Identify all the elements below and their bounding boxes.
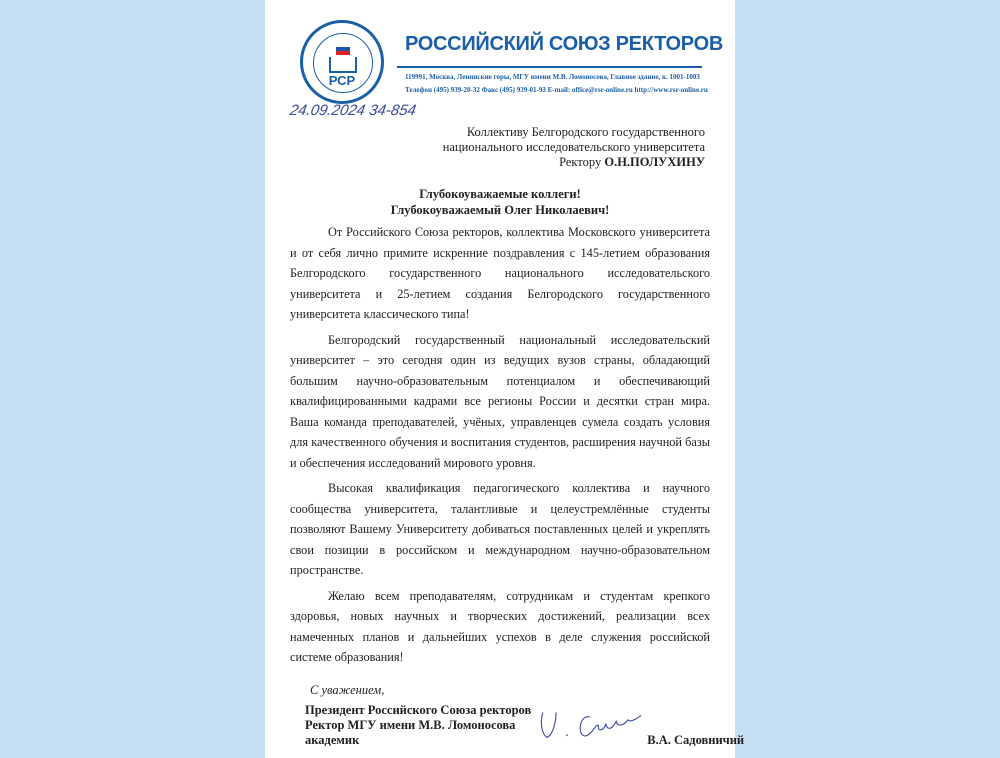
- greeting: [265, 186, 735, 218]
- signatory-title: [305, 703, 531, 748]
- letter-page: [265, 0, 745, 758]
- letter-content: [290, 222, 745, 748]
- signatory-line: академик: [305, 732, 360, 747]
- greeting-line: Глубокоуважаемые коллеги!: [419, 187, 581, 201]
- paragraph: Желаю всем преподавателям, сотрудникам и студентам крепкого здоровья, новых научных и творческих достижений, реализации всех намеченных планов и дальнейших успехов в деле служения российской системе образования!: [290, 588, 710, 664]
- address: 119991, Москва, Ленинские горы, МГУ имени М.В. Ломоносова, Главное здание, к. 1001-1003: [405, 73, 700, 81]
- signatory-name: В.А. Садовничий: [647, 732, 745, 747]
- greeting-line: Глубокоуважаемый Олег Николаевич!: [390, 203, 610, 217]
- signatory-line: Ректор МГУ имени М.В. Ломоносова: [305, 717, 516, 732]
- addressee-title: Ректору: [559, 155, 605, 169]
- paragraph: Высокая квалификация педагогического коллектива и научного сообщества университета, талантливые и целеустремлённые студенты позволяют Вашему Университету добиваться поставленных целей и укреплять свои позиции в российском и международном научно-образовательном пространстве.: [290, 481, 710, 577]
- handwritten-signature: [537, 702, 647, 748]
- addressee: [443, 125, 705, 170]
- rsr-logo: [300, 20, 384, 104]
- signature-row: [290, 702, 745, 748]
- letter-body: [290, 222, 710, 668]
- addressee-line: Коллективу Белгородского государственного: [466, 125, 705, 139]
- addressee-line: национального исследовательского университета: [442, 140, 705, 154]
- closing: С уважением,: [310, 682, 385, 697]
- addressee-line: [443, 155, 705, 170]
- flag-icon: [336, 43, 350, 55]
- addressee-name: О.Н.ПОЛУХИНУ: [604, 155, 705, 169]
- header-divider: [397, 66, 702, 68]
- contacts: Телефон (495) 939-20-32 Факс (495) 939-01-93 E-mail: office@rsr-online.ru http://www.rsr-online.ru: [405, 86, 708, 94]
- signatory-line: Президент Российского Союза ректоров: [305, 702, 532, 717]
- logo-abbr: РСР: [328, 73, 356, 88]
- registration-number: 24.09.2024 34-854: [288, 102, 418, 119]
- paragraph: Белгородский государственный национальный исследовательский университет – это сегодня один из ведущих вузов страны, обладающий большим научно-образовательным потенциалом и обеспечивающий квалифицированными кадрами все регионы России и десятки стран мира. Ваша команда преподавателей, учёных, управленцев сумела создать условия для качественного обучения и воспитания студентов, расширения научной базы и обеспечения исследований мирового уровня.: [290, 332, 710, 470]
- organization-name: РОССИЙСКИЙ СОЮЗ РЕКТОРОВ: [405, 33, 723, 55]
- paragraph: От Российского Союза ректоров, коллектива Московского университета и от себя лично примите искренние поздравления с 145-летием образования Белгородского государственного национального исследовательского университета и 25-летием создания Белгородского государственного университета классического типа!: [290, 225, 710, 321]
- letter-header: [265, 0, 735, 222]
